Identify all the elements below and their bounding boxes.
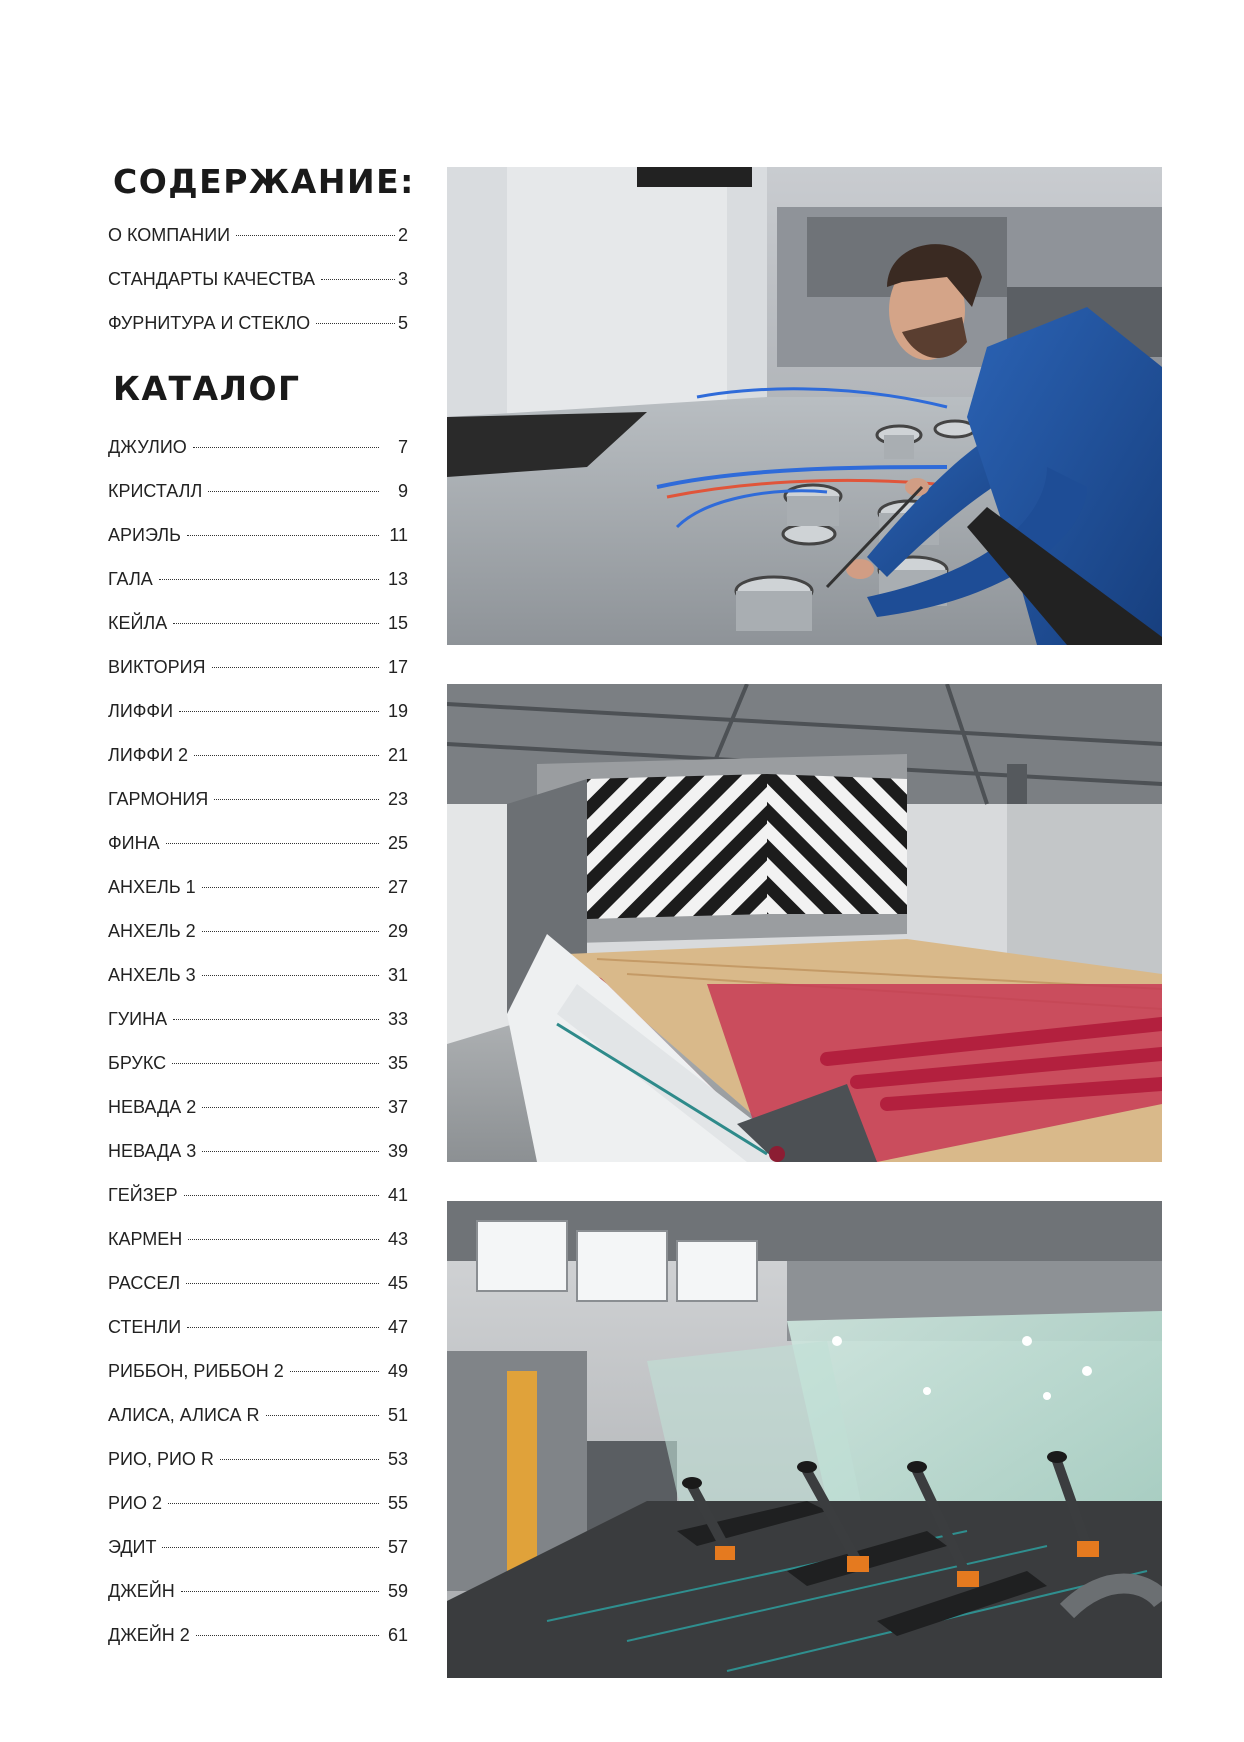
dot-leader xyxy=(202,931,379,932)
catalog-entry[interactable] xyxy=(108,1437,408,1481)
catalog-entry-page-number: 55 xyxy=(387,1493,408,1513)
catalog-entry-page-number: 61 xyxy=(387,1625,408,1645)
catalog-entry-page-number: 49 xyxy=(387,1361,408,1381)
catalog-entry-title: КРИСТАЛЛ xyxy=(108,481,203,501)
catalog-list xyxy=(108,425,408,1657)
catalog-entry-title: РИО 2 xyxy=(108,1493,162,1513)
catalog-entry[interactable] xyxy=(108,689,408,733)
catalog-entry[interactable] xyxy=(108,513,408,557)
catalog-entry-title: АЛИСА, АЛИСА R xyxy=(108,1405,260,1425)
dot-leader xyxy=(194,755,379,756)
catalog-entry-title: ГАРМОНИЯ xyxy=(108,789,209,809)
catalog-entry-title: АНХЕЛЬ 1 xyxy=(108,877,196,897)
catalog-entry-page-number: 15 xyxy=(387,613,408,633)
catalog-entry-page-number: 9 xyxy=(397,481,408,501)
catalog-entry-title: ГАЛА xyxy=(108,569,153,589)
catalog-entry-page-number: 33 xyxy=(387,1009,408,1029)
catalog-entry-page-number: 13 xyxy=(387,569,408,589)
catalog-entry-title: АНХЕЛЬ 2 xyxy=(108,921,196,941)
catalog-entry-page-number: 59 xyxy=(387,1581,408,1601)
contents-entry-page-number: 3 xyxy=(397,269,408,289)
dot-leader xyxy=(173,623,379,624)
dot-leader xyxy=(173,1019,379,1020)
dot-leader xyxy=(321,279,395,280)
dot-leader xyxy=(159,579,379,580)
photo-worker-glass-table xyxy=(447,167,1162,645)
catalog-entry-title: ДЖЕЙН 2 xyxy=(108,1625,190,1645)
dot-leader xyxy=(172,1063,379,1064)
catalog-entry[interactable] xyxy=(108,1481,408,1525)
contents-entry[interactable] xyxy=(108,301,408,345)
catalog-entry[interactable] xyxy=(108,1129,408,1173)
catalog-entry[interactable] xyxy=(108,1085,408,1129)
catalog-entry[interactable] xyxy=(108,909,408,953)
contents-entry[interactable] xyxy=(108,213,408,257)
dot-leader xyxy=(202,887,379,888)
catalog-entry-title: ГЕЙЗЕР xyxy=(108,1185,178,1205)
catalog-entry-page-number: 43 xyxy=(387,1229,408,1249)
catalog-entry[interactable] xyxy=(108,645,408,689)
catalog-entry[interactable] xyxy=(108,1173,408,1217)
contents-entry-page-number: 5 xyxy=(397,313,408,333)
dot-leader xyxy=(208,491,379,492)
catalog-entry-title: АРИЭЛЬ xyxy=(108,525,181,545)
catalog-entry-page-number: 57 xyxy=(387,1537,408,1557)
catalog-entry[interactable] xyxy=(108,425,408,469)
dot-leader xyxy=(220,1459,379,1460)
catalog-entry-title: РИББОН, РИББОН 2 xyxy=(108,1361,284,1381)
contents-entry-page-number: 2 xyxy=(397,225,408,245)
catalog-entry-title: ВИКТОРИЯ xyxy=(108,657,206,677)
dot-leader xyxy=(186,1283,379,1284)
catalog-entry[interactable] xyxy=(108,1305,408,1349)
catalog-entry-page-number: 25 xyxy=(387,833,408,853)
dot-leader xyxy=(193,447,379,448)
catalog-entry[interactable] xyxy=(108,1041,408,1085)
contents-list xyxy=(108,213,408,345)
dot-leader xyxy=(166,843,379,844)
dot-leader xyxy=(168,1503,379,1504)
catalog-entry-page-number: 53 xyxy=(387,1449,408,1469)
catalog-entry[interactable] xyxy=(108,1349,408,1393)
catalog-entry-title: НЕВАДА 2 xyxy=(108,1097,197,1117)
catalog-entry-title: ЛИФФИ xyxy=(108,701,174,721)
catalog-entry[interactable] xyxy=(108,1393,408,1437)
catalog-entry-title: КАРМЕН xyxy=(108,1229,183,1249)
catalog-entry-title: НЕВАДА 3 xyxy=(108,1141,197,1161)
contents-entry[interactable] xyxy=(108,257,408,301)
catalog-entry[interactable] xyxy=(108,733,408,777)
catalog-entry-page-number: 31 xyxy=(387,965,408,985)
catalog-entry[interactable] xyxy=(108,1569,408,1613)
dot-leader xyxy=(196,1635,379,1636)
contents-entry-title: СТАНДАРТЫ КАЧЕСТВА xyxy=(108,269,316,289)
catalog-entry-page-number: 51 xyxy=(387,1405,408,1425)
dot-leader xyxy=(179,711,379,712)
catalog-entry-title: ГУИНА xyxy=(108,1009,168,1029)
catalog-entry[interactable] xyxy=(108,1217,408,1261)
catalog-entry[interactable] xyxy=(108,865,408,909)
catalog-entry-page-number: 29 xyxy=(387,921,408,941)
catalog-entry-title: КЕЙЛА xyxy=(108,613,168,633)
dot-leader xyxy=(188,1239,379,1240)
catalog-entry-title: ДЖЕЙН xyxy=(108,1581,175,1601)
catalog-entry-title: РАССЕЛ xyxy=(108,1273,181,1293)
dot-leader xyxy=(266,1415,379,1416)
catalog-entry[interactable] xyxy=(108,953,408,997)
catalog-entry-page-number: 39 xyxy=(387,1141,408,1161)
catalog-entry[interactable] xyxy=(108,1613,408,1657)
dot-leader xyxy=(162,1547,379,1548)
contents-entry-title: О КОМПАНИИ xyxy=(108,225,231,245)
dot-leader xyxy=(290,1371,379,1372)
dot-leader xyxy=(181,1591,379,1592)
catalog-entry-title: БРУКС xyxy=(108,1053,167,1073)
catalog-entry[interactable] xyxy=(108,469,408,513)
catalog-entry[interactable] xyxy=(108,1261,408,1305)
dot-leader xyxy=(214,799,379,800)
catalog-entry[interactable] xyxy=(108,601,408,645)
catalog-entry-page-number: 37 xyxy=(387,1097,408,1117)
catalog-entry-page-number: 17 xyxy=(387,657,408,677)
catalog-entry[interactable] xyxy=(108,777,408,821)
catalog-entry-page-number: 35 xyxy=(387,1053,408,1073)
catalog-entry-title: СТЕНЛИ xyxy=(108,1317,182,1337)
catalog-entry-page-number: 7 xyxy=(397,437,408,457)
catalog-entry-page-number: 27 xyxy=(387,877,408,897)
dot-leader xyxy=(202,975,379,976)
dot-leader xyxy=(212,667,379,668)
catalog-entry-title: ДЖУЛИО xyxy=(108,437,187,457)
catalog-entry[interactable] xyxy=(108,557,408,601)
catalog-entry-page-number: 21 xyxy=(387,745,408,765)
catalog-entry-page-number: 45 xyxy=(387,1273,408,1293)
catalog-entry[interactable] xyxy=(108,1525,408,1569)
catalog-entry-page-number: 47 xyxy=(387,1317,408,1337)
contents-heading: СОДЕРЖАНИЕ: xyxy=(113,162,415,201)
dot-leader xyxy=(184,1195,379,1196)
catalog-entry-title: РИО, РИО R xyxy=(108,1449,214,1469)
catalog-heading: КАТАЛОГ xyxy=(113,369,301,408)
catalog-entry-title: ФИНА xyxy=(108,833,160,853)
catalog-entry-page-number: 41 xyxy=(387,1185,408,1205)
catalog-entry[interactable] xyxy=(108,997,408,1041)
dot-leader xyxy=(202,1151,379,1152)
catalog-entry-page-number: 11 xyxy=(389,525,408,545)
photo-glass-storage xyxy=(447,1201,1162,1678)
dot-leader xyxy=(187,1327,379,1328)
catalog-entry-page-number: 23 xyxy=(387,789,408,809)
dot-leader xyxy=(187,535,379,536)
photo-tempering-furnace xyxy=(447,684,1162,1162)
catalog-entry-title: ЛИФФИ 2 xyxy=(108,745,189,765)
catalog-entry[interactable] xyxy=(108,821,408,865)
table-of-contents xyxy=(108,160,415,1657)
catalog-entry-title: АНХЕЛЬ 3 xyxy=(108,965,196,985)
contents-entry-title: ФУРНИТУРА И СТЕКЛО xyxy=(108,313,311,333)
dot-leader xyxy=(316,323,395,324)
dot-leader xyxy=(236,235,395,236)
catalog-entry-page-number: 19 xyxy=(387,701,408,721)
dot-leader xyxy=(202,1107,379,1108)
catalog-entry-title: ЭДИТ xyxy=(108,1537,157,1557)
